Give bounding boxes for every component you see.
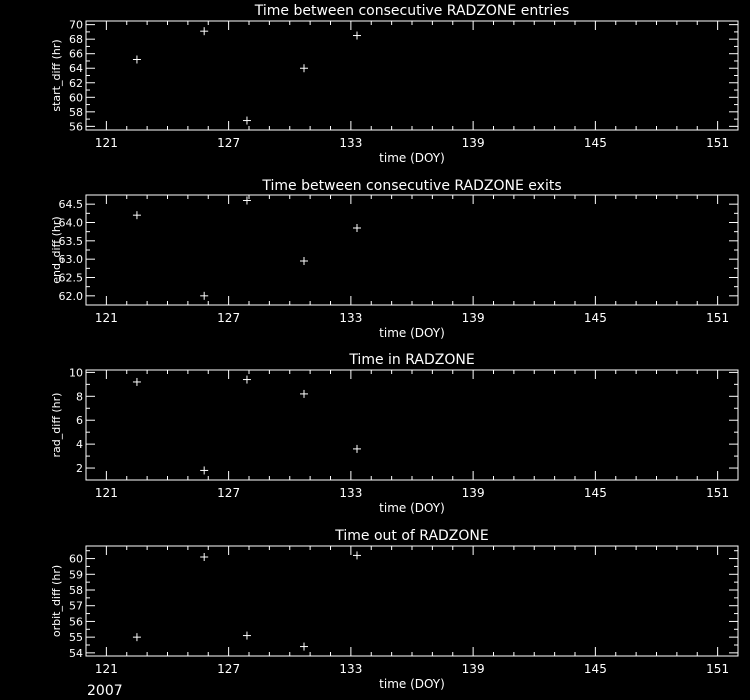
data-point	[200, 553, 208, 561]
data-point	[200, 292, 208, 300]
x-tick-label: 121	[94, 486, 118, 500]
y-tick-label: 60	[69, 91, 83, 105]
chart-panel-2	[50, 178, 738, 340]
x-tick-label: 151	[706, 136, 730, 150]
data-point	[353, 32, 361, 40]
y-tick-label: 66	[69, 47, 83, 61]
x-axis-label: time (DOY)	[379, 501, 445, 515]
y-tick-label: 56	[69, 120, 83, 134]
data-point	[243, 197, 251, 205]
chart-title: Time in RADZONE	[349, 352, 475, 368]
x-tick-label: 127	[217, 136, 241, 150]
y-tick-label: 70	[69, 18, 83, 32]
x-tick-label: 133	[339, 136, 363, 150]
plot-frame	[86, 546, 738, 656]
y-tick-label: 55	[69, 631, 83, 645]
chart-title: Time between consecutive RADZONE exits	[262, 178, 562, 194]
plot-frame	[86, 21, 738, 130]
x-tick-label: 127	[217, 662, 241, 676]
y-tick-label: 54	[69, 646, 83, 660]
y-tick-label: 56	[69, 615, 83, 629]
data-point	[353, 445, 361, 453]
data-point	[243, 117, 251, 125]
data-point	[300, 64, 308, 72]
y-axis-label: start_diff (hr)	[50, 39, 63, 112]
y-tick-label: 63.5	[58, 234, 83, 248]
x-tick-label: 121	[94, 311, 118, 325]
y-tick-label: 64.0	[58, 216, 83, 230]
x-tick-label: 151	[706, 662, 730, 676]
x-tick-label: 133	[339, 311, 363, 325]
x-tick-label: 145	[583, 662, 607, 676]
x-tick-label: 133	[339, 486, 363, 500]
y-tick-label: 68	[69, 33, 83, 47]
y-tick-label: 60	[69, 552, 83, 566]
chart-panel-4	[50, 528, 738, 691]
x-axis-label: time (DOY)	[379, 326, 445, 340]
chart-title: Time between consecutive RADZONE entries	[254, 3, 570, 19]
plot-frame	[86, 195, 738, 305]
data-point	[243, 376, 251, 384]
y-tick-label: 63.0	[58, 253, 83, 267]
y-tick-label: 64.5	[58, 198, 83, 212]
data-point	[300, 390, 308, 398]
data-point	[353, 551, 361, 559]
data-point	[300, 643, 308, 651]
x-tick-label: 151	[706, 486, 730, 500]
data-point	[133, 633, 141, 641]
x-tick-label: 127	[217, 486, 241, 500]
year-label: 2007	[87, 683, 123, 699]
x-tick-label: 145	[583, 311, 607, 325]
data-point	[200, 466, 208, 474]
y-tick-label: 6	[76, 414, 83, 428]
y-axis-label: orbit_diff (hr)	[50, 564, 63, 638]
x-tick-label: 121	[94, 662, 118, 676]
data-point	[243, 632, 251, 640]
x-tick-label: 121	[94, 136, 118, 150]
x-axis-label: time (DOY)	[379, 677, 445, 691]
x-tick-label: 139	[461, 486, 485, 500]
y-tick-label: 62.5	[58, 271, 83, 285]
y-tick-label: 62.0	[58, 289, 83, 303]
x-tick-label: 139	[461, 311, 485, 325]
y-tick-label: 4	[76, 438, 83, 452]
y-tick-label: 58	[69, 584, 83, 597]
y-axis-label: end_diff (hr)	[50, 216, 63, 284]
y-tick-label: 10	[69, 366, 83, 380]
x-tick-label: 133	[339, 662, 363, 676]
y-tick-label: 8	[76, 390, 83, 404]
data-point	[133, 211, 141, 219]
y-tick-label: 64	[69, 62, 83, 76]
data-point	[353, 224, 361, 232]
x-tick-label: 151	[706, 311, 730, 325]
data-point	[133, 378, 141, 386]
x-tick-label: 145	[583, 136, 607, 150]
x-tick-label: 145	[583, 486, 607, 500]
data-point	[133, 56, 141, 64]
y-tick-label: 59	[69, 568, 83, 582]
chart-panel-1	[50, 3, 738, 165]
x-axis-label: time (DOY)	[379, 151, 445, 165]
y-axis-label: rad_diff (hr)	[50, 392, 63, 458]
data-point	[200, 27, 208, 35]
y-tick-label: 62	[69, 76, 83, 90]
y-tick-label: 57	[69, 599, 83, 613]
plot-frame	[86, 370, 738, 480]
x-tick-label: 139	[461, 136, 485, 150]
data-point	[300, 257, 308, 265]
x-tick-label: 139	[461, 662, 485, 676]
chart-title: Time out of RADZONE	[335, 528, 489, 544]
chart-panel-3	[50, 352, 738, 515]
y-tick-label: 2	[76, 462, 83, 476]
x-tick-label: 127	[217, 311, 241, 325]
y-tick-label: 58	[69, 105, 83, 119]
